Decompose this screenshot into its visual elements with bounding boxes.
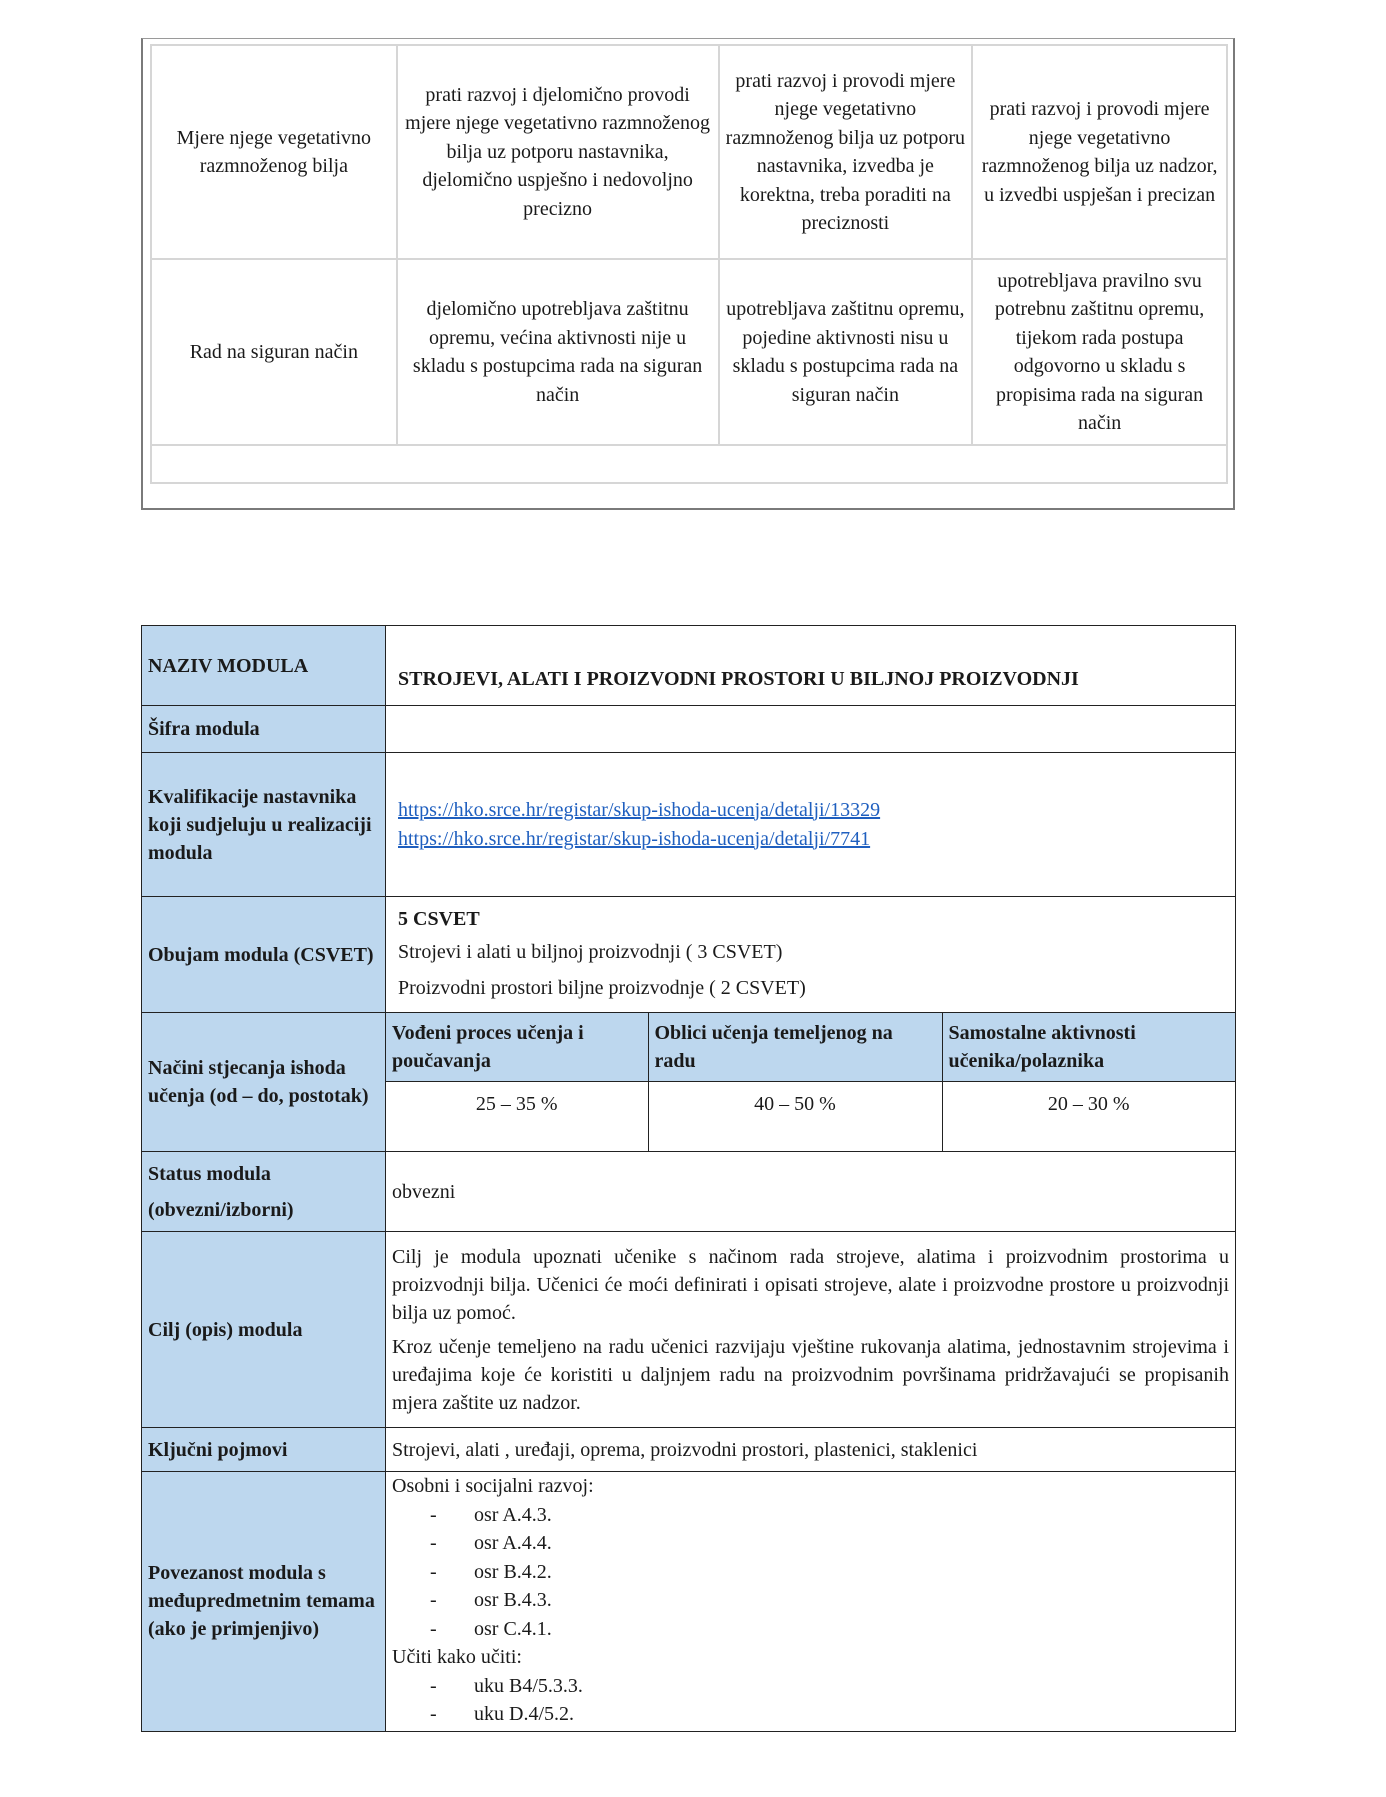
nacini-subtable bbox=[386, 1013, 1235, 1151]
nacini-header-row bbox=[386, 1013, 1235, 1082]
row-pojmovi bbox=[142, 1428, 1236, 1472]
nacini-value-row bbox=[386, 1082, 1235, 1152]
empty-cell bbox=[151, 445, 1227, 483]
value-sifra bbox=[386, 706, 1236, 753]
cilj-paragraph: Cilj je modula upoznati učenike s načinom rada strojeve, alatima i proizvodnim prostorima u proizvodnji bilja. Učenici će moći definirati i opisati strojeve, alate i proizvodne prostore u proizvodnji bilja uz pomoć. bbox=[392, 1245, 1229, 1324]
label-povezanost: Povezanost modula s međupredmetnim temama (ako je primjenjivo) bbox=[142, 1472, 386, 1732]
nacini-header: Oblici učenja temeljenog na radu bbox=[648, 1013, 942, 1082]
group-title: Učiti kako učiti: bbox=[392, 1646, 522, 1668]
criterion-cell: Rad na siguran način bbox=[151, 259, 397, 445]
nacini-header: Vođeni proces učenja i poučavanja bbox=[386, 1013, 648, 1082]
rubric-table-frame bbox=[141, 38, 1235, 510]
module-table bbox=[141, 625, 1236, 1732]
row-naziv bbox=[142, 626, 1236, 706]
level-cell: upotrebljava zaštitnu opremu, pojedine aktivnosti nisu u skladu s postupcima rada na siguran način bbox=[719, 259, 973, 445]
value-cilj bbox=[386, 1232, 1236, 1428]
rubric-row bbox=[151, 45, 1227, 259]
label-naziv: NAZIV MODULA bbox=[142, 626, 386, 706]
rubric-table bbox=[150, 44, 1228, 484]
level-cell: djelomično upotrebljava zaštitnu opremu, većina aktivnosti nije u skladu s postupcima rada na siguran način bbox=[397, 259, 719, 445]
obujam-part: Proizvodni prostori biljne proizvodnje ( 2 CSVET) bbox=[398, 976, 806, 999]
label-kvalifikacije: Kvalifikacije nastavnika koji sudjeluju u realizaciji modula bbox=[142, 753, 386, 897]
group-title: Osobni i socijalni razvoj: bbox=[392, 1475, 594, 1497]
list-item: - osr A.4.3. bbox=[430, 1503, 552, 1526]
obujam-part: Strojevi i alati u biljnoj proizvodnji ( 3 CSVET) bbox=[398, 940, 783, 963]
list-item: - osr B.4.3. bbox=[430, 1589, 552, 1611]
row-povezanost bbox=[142, 1472, 1236, 1732]
level-cell: prati razvoj i provodi mjere njege vegetativno razmnoženog bilja uz potporu nastavnika, izvedba je korektna, treba poraditi na preciznosti bbox=[719, 45, 973, 259]
nacini-header: Samostalne aktivnosti učenika/polaznika bbox=[942, 1013, 1235, 1082]
value-pojmovi: Strojevi, alati , uređaji, oprema, proizvodni prostori, plastenici, staklenici bbox=[386, 1428, 1236, 1472]
label-cilj: Cilj (opis) modula bbox=[142, 1232, 386, 1428]
label-status: Status modula (obvezni/izborni) bbox=[142, 1152, 386, 1232]
row-obujam bbox=[142, 897, 1236, 1013]
qualification-link-1[interactable]: https://hko.srce.hr/registar/skup-ishoda-ucenja/detalji/13329 bbox=[398, 798, 881, 821]
qualification-link-2[interactable]: https://hko.srce.hr/registar/skup-ishoda-ucenja/detalji/7741 bbox=[398, 827, 871, 850]
nacini-value: 20 – 30 % bbox=[942, 1082, 1235, 1152]
criterion-cell: Mjere njege vegetativno razmnoženog bilja bbox=[151, 45, 397, 259]
list-item: - osr C.4.1. bbox=[430, 1617, 552, 1640]
row-kvalifikacije bbox=[142, 753, 1236, 897]
list-item: - osr A.4.4. bbox=[430, 1532, 552, 1554]
row-sifra bbox=[142, 706, 1236, 753]
value-nacini bbox=[386, 1013, 1236, 1152]
nacini-value: 25 – 35 % bbox=[386, 1082, 648, 1152]
cilj-paragraph: Kroz učenje temeljeno na radu učenici razvijaju vještine rukovanja alatima, jednostavnim strojevima i uređajima koje će koristiti u daljnjem radu na proizvodnim površinama pridržavajući se propisanih mjera zaštite uz nadzor. bbox=[392, 1335, 1229, 1414]
obujam-total: 5 CSVET bbox=[398, 907, 480, 930]
value-obujam bbox=[386, 897, 1236, 1013]
level-cell: upotrebljava pravilno svu potrebnu zaštitnu opremu, tijekom rada postupa odgovorno u skladu s propisima rada na siguran način bbox=[972, 259, 1227, 445]
list-item: - uku D.4/5.2. bbox=[430, 1703, 574, 1725]
rubric-row bbox=[151, 259, 1227, 445]
list-item: - uku B4/5.3.3. bbox=[430, 1674, 583, 1697]
value-kvalifikacije bbox=[386, 753, 1236, 897]
label-obujam: Obujam modula (CSVET) bbox=[142, 897, 386, 1013]
row-status bbox=[142, 1152, 1236, 1232]
module-title: STROJEVI, ALATI I PROIZVODNI PROSTORI U BILJNOJ PROIZVODNJI bbox=[386, 626, 1236, 706]
nacini-value: 40 – 50 % bbox=[648, 1082, 942, 1152]
value-povezanost bbox=[386, 1472, 1236, 1732]
label-pojmovi: Ključni pojmovi bbox=[142, 1428, 386, 1472]
label-nacini: Načini stjecanja ishoda učenja (od – do, postotak) bbox=[142, 1013, 386, 1152]
row-cilj bbox=[142, 1232, 1236, 1428]
value-status: obvezni bbox=[386, 1152, 1236, 1232]
label-sifra: Šifra modula bbox=[142, 706, 386, 753]
row-nacini bbox=[142, 1013, 1236, 1152]
level-cell: prati razvoj i djelomično provodi mjere njege vegetativno razmnoženog bilja uz potporu nastavnika, djelomično uspješno i nedovoljno precizno bbox=[397, 45, 719, 259]
level-cell: prati razvoj i provodi mjere njege vegetativno razmnoženog bilja uz nadzor, u izvedbi uspješan i precizan bbox=[972, 45, 1227, 259]
list-item: - osr B.4.2. bbox=[430, 1560, 552, 1583]
rubric-empty-row bbox=[151, 445, 1227, 483]
